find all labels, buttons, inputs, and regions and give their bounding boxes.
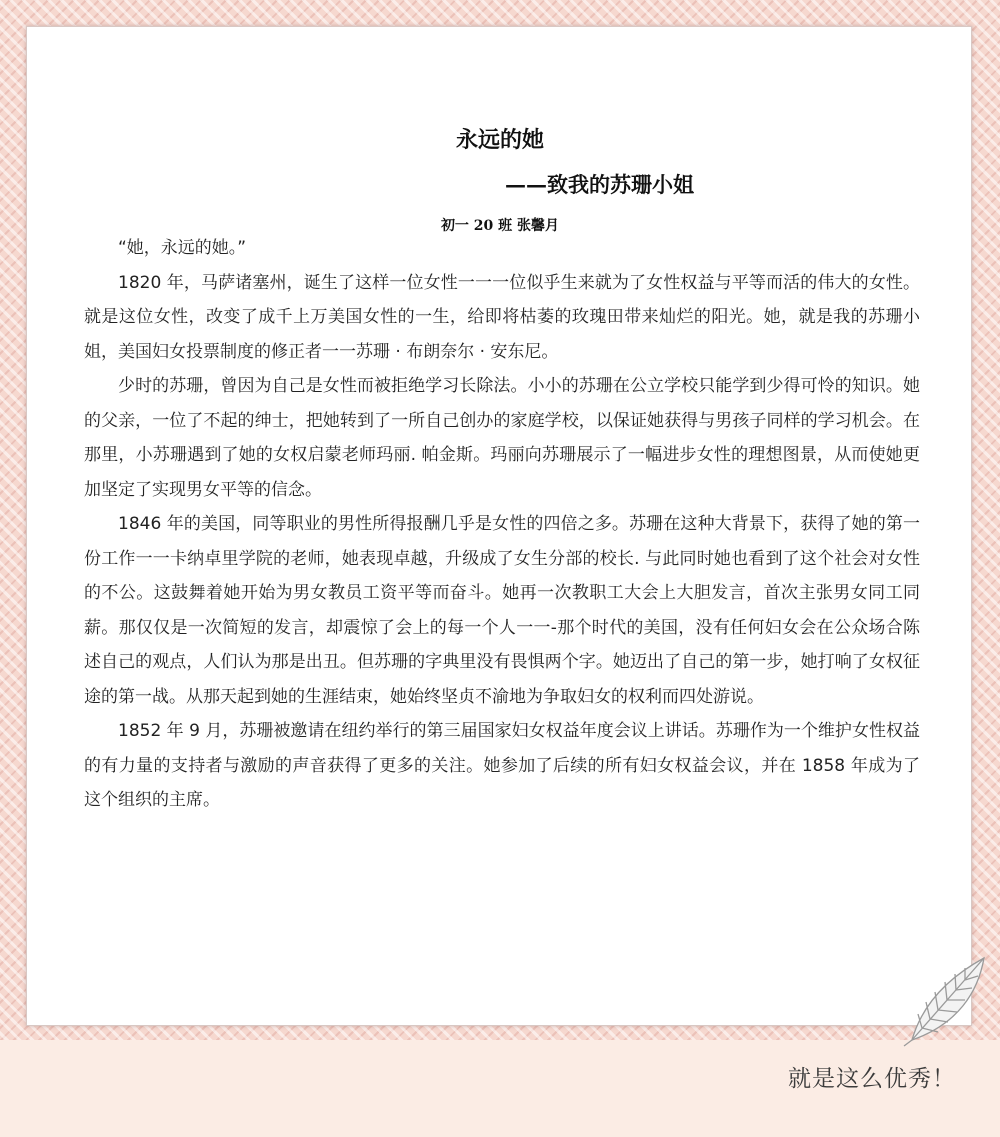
article-title: 永远的她	[455, 127, 544, 153]
paragraph-5: 1852 年 9 月，苏珊被邀请在纽约举行的第三届国家妇女权益年度会议上讲话。苏珊作为一个维护女性权益的有力量的支持者与激励的声音获得了更多的关注。她参加了后续的所有妇女权益会议，并在 1858 年成为了这个组织的主席。	[84, 721, 920, 810]
paragraph-4: 1846 年的美国，同等职业的男性所得报酬几乎是女性的四倍之多。苏珊在这种大背景下，获得了她的第一份工作一一卡纳卓里学院的老师，她表现卓越，升级成了女生分部的校长. 与此同时她也看到了这个社会对女性的不公。这鼓舞着她开始为男女教员工资平等而奋斗。她再一次教职工大会上大胆发言，首次主张男女同工同薪。那仅仅是一次简短的发言，却震惊了会上的每一个人一一-那个时代的美国，没有任何妇女会在公众场合陈述自己的观点，人们认为那是出丑。但苏珊的字典里没有畏惧两个字。她迈出了自己的第一步，她打响了女权征途的第一战。从那天起到她的生涯结束，她始终坚贞不渝地为争取妇女的权利而四处游说。	[84, 514, 920, 707]
leaf-icon	[900, 952, 990, 1047]
article-author: 初一 20 班 张馨月	[440, 218, 560, 234]
paragraph-3: 少时的苏珊，曾因为自己是女性而被拒绝学习长除法。小小的苏珊在公立学校只能学到少得可怜的知识。她的父亲，一位了不起的绅士，把她转到了一所自己创办的家庭学校，以保证她获得与男孩子同样的学习机会。在那里，小苏珊遇到了她的女权启蒙老师玛丽. 帕金斯。玛丽向苏珊展示了一幅进步女性的理想图景，从而使她更加坚定了实现男女平等的信念。	[84, 376, 920, 500]
paragraph-1: “她，永远的她。”	[118, 238, 247, 258]
article-paper	[26, 26, 972, 1026]
article-body	[84, 231, 920, 818]
paragraph-2: 1820 年，马萨诸塞州，诞生了这样一位女性一一一位似乎生来就为了女性权益与平等而活的伟大的女性。就是这位女性，改变了成千上万美国女性的一生，给即将枯萎的玫瑰田带来灿烂的阳光。她，就是我的苏珊小姐，美国妇女投票制度的修正者一一苏珊 · 布朗奈尔 · 安东尼。	[84, 272, 920, 362]
article-subtitle: ——致我的苏珊小姐	[505, 172, 694, 197]
footer-caption: 就是这么优秀！	[788, 1066, 956, 1092]
